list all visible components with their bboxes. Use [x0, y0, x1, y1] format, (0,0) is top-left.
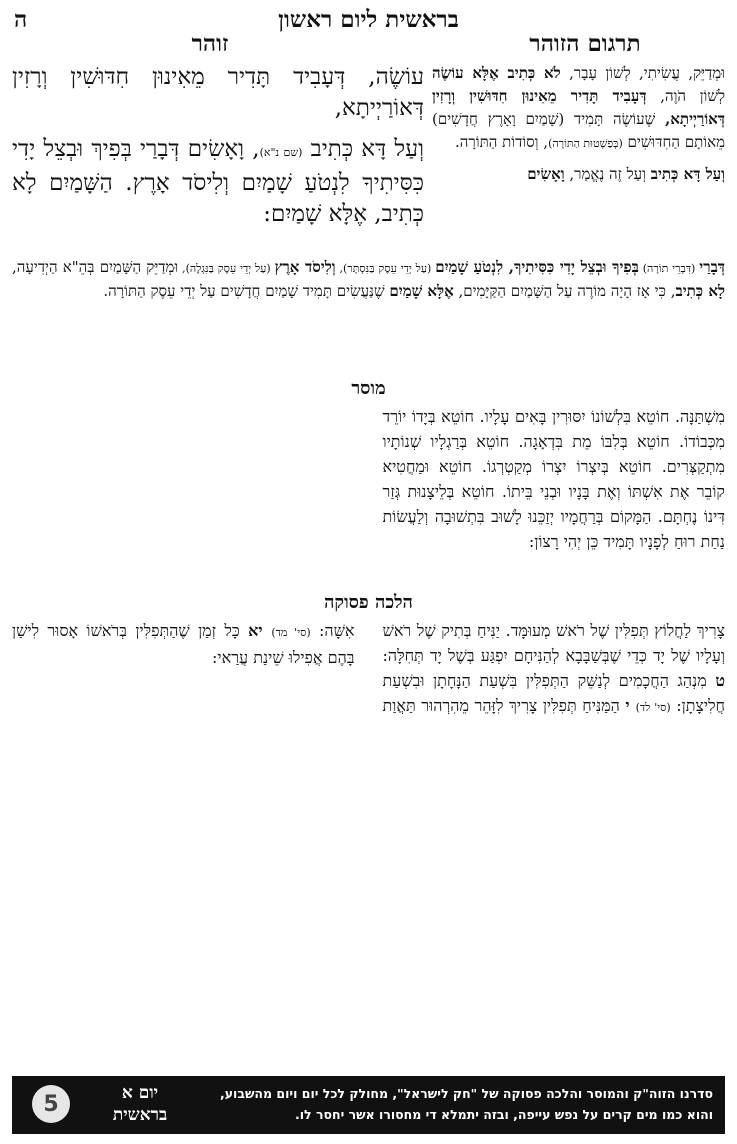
musar-text: מִשְׁתַּנָּה. חוֹטֵא בִּלְשׁוֹנוֹ יִסּוּרִין בָּאִים עָלָיו. חוֹטֵא בְּיָדוֹ יוֹרֵד מִכְּבוֹדוֹ. חוֹטֵא בְּלִבּוֹ מֵת בִּדְאָגָה. חוֹטֵא בְּרַגְלָיו שְׁנוֹתָיו מִתְקַצְּרִים. חוֹטֵא בְּיִצְרוֹ יִצְרוֹ מְקַטְרְגוֹ. חוֹטֵא וּמַחֲטִיא קוֹבֵר אֶת אִשְׁתּוֹ וְאֶת בָּנָיו וּבְנֵי בֵּיתוֹ. חוֹטֵא בְּלֵיצָנוּת גְּזַר דִּינוֹ נֶחְתָּם. הַמָּקוֹם בְּרַחֲמָיו יְזַכֵּנוּ לָשׁוּב בִּתְשׁוּבָה וְלַעֲשׂוֹת נַחַת רוּחַ לְפָנָיו תָּמִיד כֵּן יְהִי רָצוֹן:	[382, 407, 725, 551]
zohar-heading: זוהר	[191, 30, 229, 57]
halacha-text: צָרִיךְ לַחֲלוֹץ תְּפִלִּין שֶׁל רֹאשׁ מְעוּמָּד. יַנִּיחַ בְּתִיק שֶׁל רֹאשׁ וְעָלָיו שֶׁל יָד כְּדֵי שֶׁבְּשַׁבָּבָא לְהַנִּיחָם יִפְגַּע בְּשֶׁל יָד תְּחִלָּה: ט מִנְהַג הַחֲכָמִים לְנַשֵּׁק הַתְּפִלִּין בִּשְׁעַת הַנָּחָתָן וּבִשְׁעַת חֲלִיצָתָן: (סי' לד) י הַמַּנִּיחַ תְּפִלִּין צָרִיךְ לִזָּהֵר מֵהִרְהוּר תַּאֲוַת אִשָּׁה: (סי' מד) יא כָּל זְמַן שֶׁהַתְּפִלִּין בְּרֹאשׁוֹ אָסוּר לִישַׁן בָּהֶם אֲפִילוּ שֵׁינַת עֲרַאי:	[12, 621, 726, 715]
musar-heading: מוסר	[351, 378, 386, 399]
targum-paragraph-1: וּמְדַיֵּק, עֲשִׂיתִי, לְשׁוֹן עָבָר, לֹא כְּתִיב אֶלָּא עוֹשֶׂה לְשׁוֹן הֹוֶה, דְּעָבִיד תָּדִיר מֵאִינוּן חִדּוּשִׁין וְרָזִין דְּאוֹרַיְיתָא, שֶׁעוֹשֶׂה תָּמִיד (שָׁמַיִם וָאָרֶץ חֲדָשִׁים) מֵאוֹתָם הַחִדּוּשִׁים (בְּפַשְׁטוּת הַתּוֹרָה), וְסוֹדוֹת הַתּוֹרָה.	[432, 64, 725, 151]
zohar-paragraph-1: עוֹשֶׂה, דְּעָבִיד תָּדִיר מֵאִינוּן חִדּוּשִׁין וְרָזִין דְּאוֹרַיְיתָא,	[12, 64, 424, 121]
halacha-heading: הלכה פסוקה	[324, 592, 413, 613]
page-title: בראשית ליום ראשון	[278, 6, 459, 33]
zohar-paragraph-2: וְעַל דָּא כְּתִיב (שם נ"א), וָאָשִׂים דְּבָרַי בְּפִיךְ וּבְצֵל יָדִי כִּסִּיתִיךָ לִנְטֹעַ שָׁמַיִם וְלִיסֹד אָרֶץ. הַשָּׁמַיִם לָא כְּתִיב, אֶלָּא שָׁמַיִם:	[12, 136, 425, 227]
targum-continuation: דְּבָרַי (דִּבְרֵי תוֹרָה) בְּפִיךָ וּבְצֵל יָדִי כִּסִּיתִיךָ, לִנְטֹעַ שָׁמַיִם (עַל יְדֵי עֵסֶק בַּנִּסְתָּר), וְלִיסֹד אָרֶץ (עַל יְדֵי עֵסֶק בַּנִּגְלֶה), וּמְדַיֵּק הַשָּׁמַיִם בְּהֵ"א הַיְדִיעָה, לָא כְּתִיב, כִּי אָז הָיָה מוֹרֶה עַל הַשָּׁמַיִם הַקַּיָּמִים, אֶלָּא שָׁמַיִם שֶׁנַּעֲשִׂים תָּמִיד שָׁמַיִם חֲדָשִׁים עַל יְדֵי עֵסֶק הַתּוֹרָה.	[12, 258, 726, 300]
page-letter: ה	[14, 6, 28, 33]
targum-column	[432, 62, 725, 186]
footer-banner	[12, 1076, 725, 1134]
targum-heading: תרגום הזוהר	[529, 30, 641, 57]
targum-paragraph-2: וְעַל דָּא כְּתִיב וְעַל זֶה נֶאֱמַר, וָאָשִׂים	[527, 165, 725, 183]
footer-day-label: יום א בראשית	[112, 1083, 168, 1125]
zohar-column	[12, 62, 424, 240]
footer-text: סדרנו הזוה"ק והמוסר והלכה פסוקה של "חק לישראל", מחולק לכל יום ויום מהשבוע, והוא כמו מים קרים על נפש עייפה, ובזה יתמלא די מחסורו אשר יחסר לו.	[219, 1086, 713, 1122]
zohar-reference: (שם נ"א)	[259, 146, 303, 159]
page-number-badge: 5	[32, 1085, 70, 1123]
